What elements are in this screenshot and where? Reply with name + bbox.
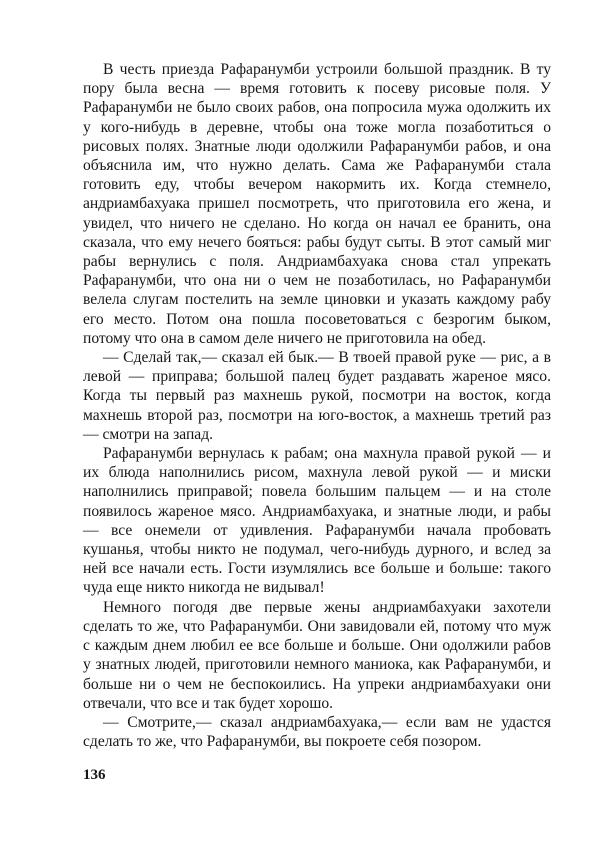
paragraph: — Смотрите,— сказал андриамбахуака,— если вам не удастся сделать то же, что Рафаранумби, вы покроете себя позором. bbox=[83, 713, 551, 751]
paragraph: В честь приезда Рафаранумби устроили большой праздник. В ту пору была весна — время готовить к посеву рисовые поля. У Рафаранумби не было своих рабов, она попросила мужа одолжить их у кого-нибудь в деревне, чтобы она тоже могла позаботиться о рисовых полях. Знатные люди одолжили Рафаранумби рабов, и она объяснила им, что нужно делать. Сама же Рафаранумби стала готовить еду, чтобы вечером накормить их. Когда стемнело, андриамбахуака пришел посмотреть, что приготовила его жена, и увидел, что ничего не сделано. Но когда он начал ее бранить, она сказала, что ему нечего бояться: рабы будут сыты. В этот самый миг рабы вернулись с поля. Андриамбахуака снова стал упрекать Рафаранумби, что она ни о чем не позаботилась, но Рафаранумби велела слугам постелить на земле циновки и указать каждому рабу его место. Потом она пошла посоветоваться с безрогим быком, потому что она в самом деле ничего не приготовила на обед. bbox=[83, 61, 551, 347]
page-text bbox=[83, 60, 551, 751]
paragraph: Рафаранумби вернулась к рабам; она махнула правой рукой — и их блюда наполнились рисом, махнула левой рукой — и миски наполнились приправой; повела большим пальцем — и на столе появилось жареное мясо. Андриамбахуака, и знатные люди, и рабы — все онемели от удивления. Рафаранумби начала пробовать кушанья, чтобы никто не подумал, чего-нибудь дурного, и вслед за ней все начали есть. Гости изумлялись все больше и больше: такого чуда еще никто никогда не видывал! bbox=[83, 445, 551, 597]
page-number: 136 bbox=[83, 767, 106, 783]
paragraph: — Сделай так,— сказал ей бык.— В твоей правой руке — рис, а в левой — приправа; большой палец будет раздавать жареное мясо. Когда ты первый раз махнешь рукой, посмотри на восток, когда махнешь второй раз, посмотри на юго-восток, а махнешь третий раз — смотри на запад. bbox=[83, 349, 551, 443]
paragraph: Немного погодя две первые жены андриамбахуаки захотели сделать то же, что Рафаранумби. Они завидовали ей, потому что муж с каждым днем любил ее все больше и больше. Они одолжили рабов у знатных людей, приготовили немного маниока, как Рафаранумби, и больше ни о чем не беспокоились. На упреки андриамбахуаки они отвечали, что все и так будет хорошо. bbox=[83, 598, 551, 712]
